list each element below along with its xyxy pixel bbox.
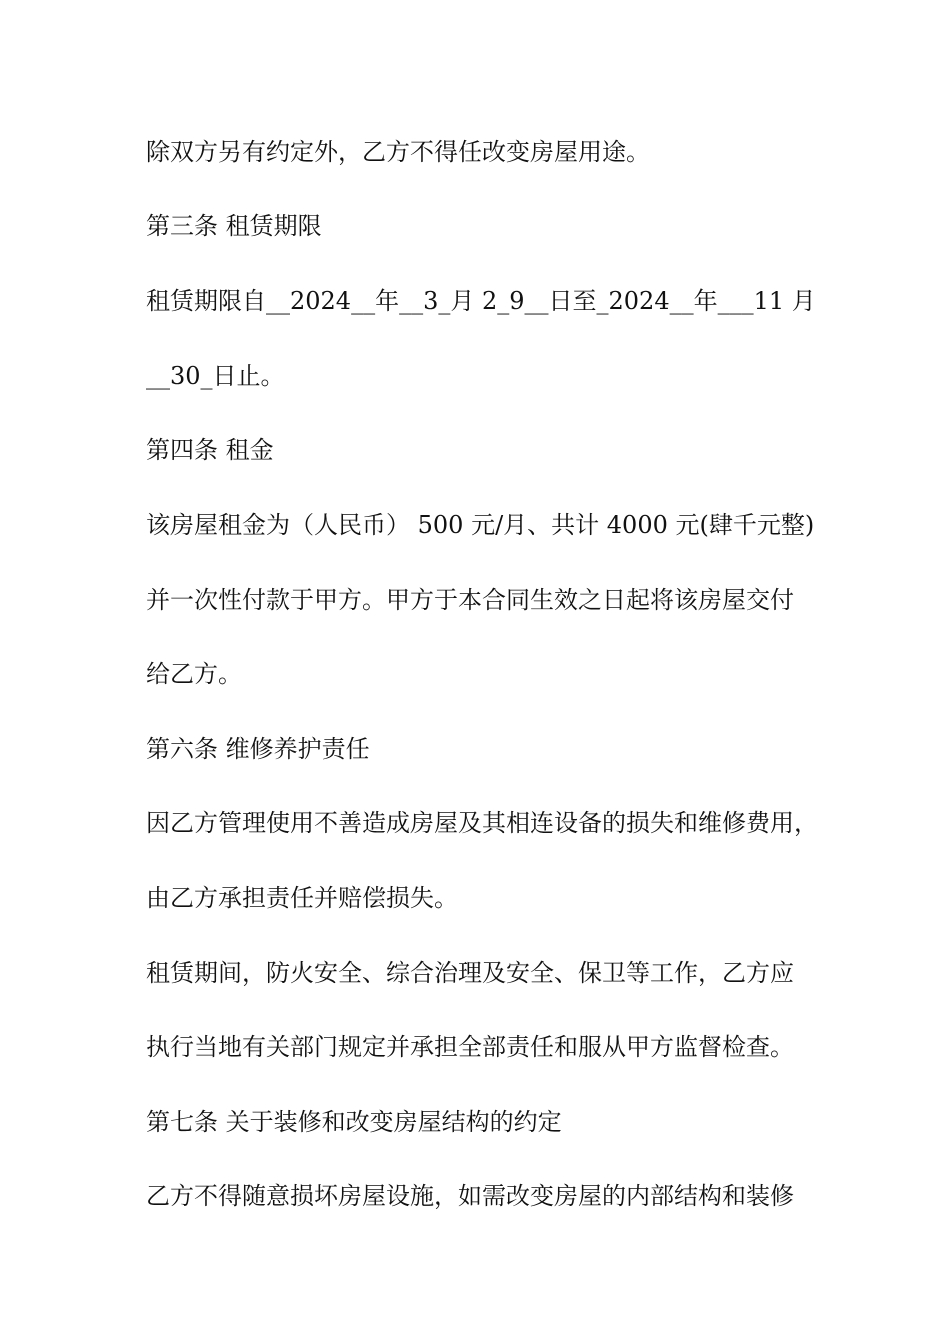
paragraph-line: 乙方不得随意损坏房屋设施，如需改变房屋的内部结构和装修 <box>146 1182 794 1210</box>
paragraph-line: 给乙方。 <box>146 660 242 688</box>
section-heading-3: 第三条 租赁期限 <box>146 212 322 240</box>
paragraph-line: 由乙方承担责任并赔偿损失。 <box>146 884 458 912</box>
section-heading-6: 第六条 维修养护责任 <box>146 735 370 763</box>
paragraph-line: 该房屋租金为（人民币） 500 元/月、共计 4000 元(肆千元整) <box>146 511 815 539</box>
paragraph-line: 除双方另有约定外，乙方不得任改变房屋用途。 <box>146 138 650 166</box>
paragraph-line: __30_日止。 <box>146 362 285 390</box>
paragraph-line: 执行当地有关部门规定并承担全部责任和服从甲方监督检查。 <box>146 1033 794 1061</box>
paragraph-line: 因乙方管理使用不善造成房屋及其相连设备的损失和维修费用， <box>146 809 818 837</box>
paragraph-line: 租赁期间，防火安全、综合治理及安全、保卫等工作，乙方应 <box>146 959 794 987</box>
section-heading-4: 第四条 租金 <box>146 436 274 464</box>
section-heading-7: 第七条 关于装修和改变房屋结构的约定 <box>146 1108 562 1136</box>
paragraph-line: 并一次性付款于甲方。甲方于本合同生效之日起将该房屋交付 <box>146 586 794 614</box>
paragraph-line: 租赁期限自__2024__年__3_月 2_9__日至_2024__年___11 月 <box>146 287 816 315</box>
